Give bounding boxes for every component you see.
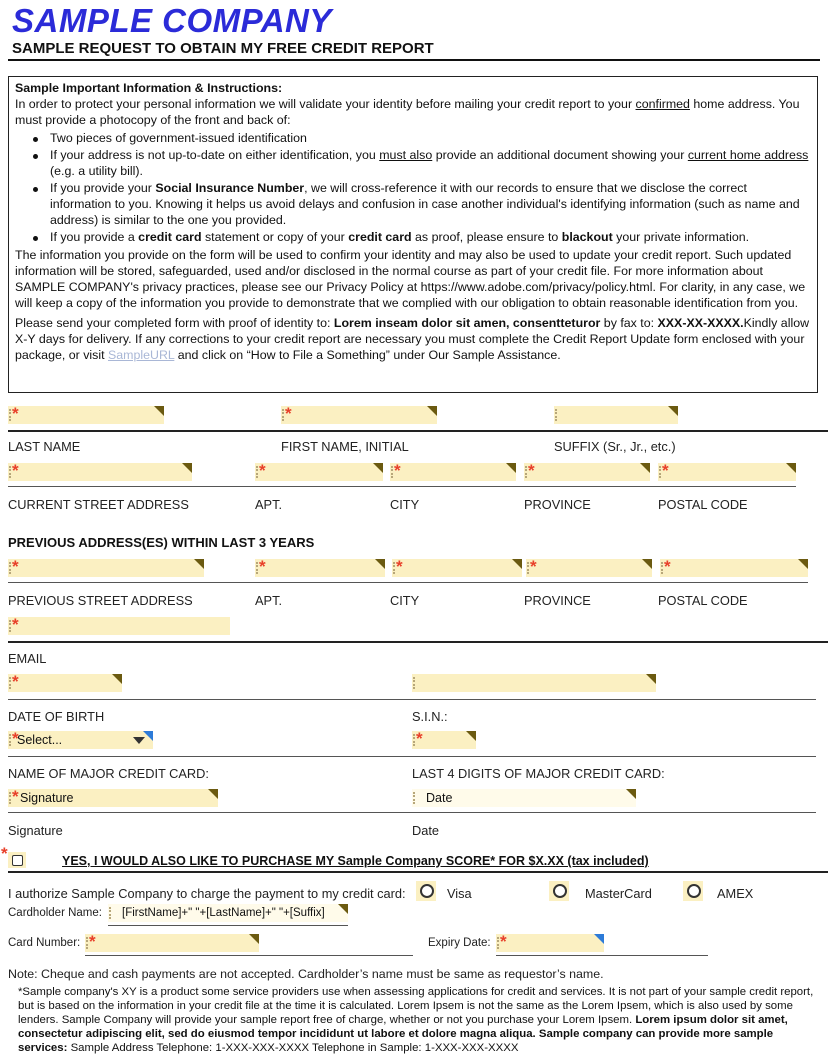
city-input[interactable]: * bbox=[390, 463, 516, 481]
instructions-list bbox=[29, 130, 811, 245]
form-title: SAMPLE REQUEST TO OBTAIN MY FREE CREDIT REPORT bbox=[12, 40, 434, 57]
row-divider bbox=[8, 756, 816, 757]
required-marker: * bbox=[1, 844, 8, 863]
sample-url-link[interactable]: SampleURL bbox=[107, 348, 175, 362]
payment-note: Note: Cheque and cash payments are not accepted. Cardholder’s name must be same as requestor’s name. bbox=[8, 967, 604, 981]
apt-label: APT. bbox=[255, 497, 283, 512]
row-divider bbox=[8, 812, 816, 813]
last-name-input[interactable]: * bbox=[8, 406, 164, 424]
previous-apt-input[interactable]: * bbox=[255, 559, 385, 577]
expiry-input[interactable]: * bbox=[496, 934, 604, 952]
privacy-paragraph: The information you provide on the form will be used to confirm your identity and may also be used to update your credit report. Such updated information will be stored, safeguarded, used and/or disclosed in the normal course as part of your credit file. For more information about SAMPLE COMPANY's privacy practices, please see our Privacy Policy at https://www.adobe.com/privacy/policy.html. For clarity, in any case, we will keep a copy of the information you provide to demonstrate that we complied with our obligation to obtain reasonable identification from you. bbox=[15, 248, 806, 310]
previous-postal-input[interactable]: * bbox=[660, 559, 808, 577]
list-item: Two pieces of government-issued identification bbox=[29, 130, 811, 146]
apt-input[interactable]: * bbox=[255, 463, 383, 481]
previous-city-label: CITY bbox=[390, 593, 420, 608]
field-underline bbox=[108, 925, 348, 926]
previous-city-input[interactable]: * bbox=[392, 559, 522, 577]
previous-apt-label: APT. bbox=[255, 593, 283, 608]
expiry-label: Expiry Date: bbox=[428, 937, 491, 949]
field-underline bbox=[85, 955, 413, 956]
dob-select[interactable]: * Select... bbox=[8, 731, 153, 749]
dob-secondary-input[interactable] bbox=[412, 674, 656, 692]
instructions-heading: Sample Important Information & Instructions: bbox=[15, 81, 283, 95]
first-name-label: FIRST NAME, INITIAL bbox=[281, 439, 409, 454]
previous-province-input[interactable]: * bbox=[526, 559, 652, 577]
visa-label: Visa bbox=[447, 886, 472, 901]
city-label: CITY bbox=[390, 497, 420, 512]
last4-label: LAST 4 DIGITS OF MAJOR CREDIT CARD: bbox=[412, 766, 665, 781]
date-input[interactable]: Date bbox=[412, 789, 636, 807]
company-name: SAMPLE COMPANY bbox=[12, 2, 332, 39]
submission-paragraph: Please send your completed form with proof of identity to: Lorem inseam dolor sit amen, consentteturor by fax to: XXX-XX-XXXX.Kindly allow X-Y days for delivery. If any corrections to your credit report are necessary you must complete the Credit Report Update form enclosed with your package, or visit SampleURL and click on “How to File a Something” under Our Sample Assistance. bbox=[15, 316, 810, 362]
previous-postal-label: POSTAL CODE bbox=[658, 593, 748, 608]
row-divider bbox=[8, 582, 808, 583]
previous-address-heading: PREVIOUS ADDRESS(ES) WITHIN LAST 3 YEARS bbox=[8, 535, 315, 550]
province-input[interactable]: * bbox=[524, 463, 650, 481]
email-input[interactable]: * bbox=[8, 617, 230, 635]
sin-label: S.I.N.: bbox=[412, 709, 448, 724]
previous-street-input[interactable]: * bbox=[8, 559, 204, 577]
row-divider bbox=[8, 486, 796, 487]
street-label: CURRENT STREET ADDRESS bbox=[8, 497, 189, 512]
section-divider bbox=[8, 871, 828, 873]
email-label: EMAIL bbox=[8, 651, 47, 666]
first-name-input[interactable]: * bbox=[281, 406, 437, 424]
street-address-input[interactable]: * bbox=[8, 463, 192, 481]
suffix-input[interactable] bbox=[554, 406, 678, 424]
list-item: If you provide a credit card statement or copy of your credit card as proof, please ensure to blackout your private information. bbox=[29, 229, 811, 245]
purchase-score-label: YES, I WOULD ALSO LIKE TO PURCHASE MY Sample Company SCORE* FOR $X.XX (tax included) bbox=[62, 854, 649, 868]
major-card-label: NAME OF MAJOR CREDIT CARD: bbox=[8, 766, 209, 781]
amex-radio[interactable] bbox=[683, 881, 703, 901]
signature-label: Signature bbox=[8, 823, 63, 838]
sin-input[interactable]: * bbox=[412, 731, 476, 749]
fine-print: *Sample company's XY is a product some service providers use when assessing applications for credit and services. It is not part of your sample credit report, but is based on the information in your credit file at the time it is calculated. Lorem Ipsem is not the same as the Lorem Ipsem, which is also used by some lenders. Sample Company will provide your sample report free of charge, whether or not you purchase your Lorem Ipsem. Lorem ipsum dolor sit amet, consectetur adipiscing elit, sed do eiusmod tempor incididunt ut labore et dolore magna aliqua. Sample company can provide more sample services: Sample Address Telephone: 1-XXX-XXX-XXXX Telephone in Sample: 1-XXX-XXX-XXXX bbox=[18, 986, 814, 1054]
amex-label: AMEX bbox=[717, 886, 754, 901]
title-divider bbox=[8, 59, 820, 61]
instructions-box bbox=[8, 76, 818, 393]
list-item: If you provide your Social Insurance Number, we will cross-reference it with our records to ensure that we disclose the correct information to you. Knowing it helps us avoid delays and confusion in case another individual's identifying information (such as name and address) is similar to the one you provided. bbox=[29, 180, 811, 228]
last-name-label: LAST NAME bbox=[8, 439, 81, 454]
mastercard-radio[interactable] bbox=[549, 881, 569, 901]
signature-input[interactable]: * Signature bbox=[8, 789, 218, 807]
previous-province-label: PROVINCE bbox=[524, 593, 591, 608]
postal-code-input[interactable]: * bbox=[658, 463, 796, 481]
field-underline bbox=[496, 955, 708, 956]
visa-radio[interactable] bbox=[416, 881, 436, 901]
authorize-label: I authorize Sample Company to charge the payment to my credit card: bbox=[8, 886, 406, 901]
suffix-label: SUFFIX (Sr., Jr., etc.) bbox=[554, 439, 676, 454]
province-label: PROVINCE bbox=[524, 497, 591, 512]
date-label: Date bbox=[412, 823, 440, 838]
list-item: If your address is not up-to-date on either identification, you must also provide an additional document showing your current home address (e.g. a utility bill). bbox=[29, 147, 811, 179]
row-divider bbox=[8, 430, 828, 432]
cardholder-name-input[interactable]: [FirstName]+" "+[LastName]+" "+[Suffix] bbox=[108, 904, 348, 922]
previous-street-label: PREVIOUS STREET ADDRESS bbox=[8, 593, 193, 608]
row-divider bbox=[8, 699, 816, 700]
purchase-score-checkbox[interactable] bbox=[8, 852, 26, 868]
postal-label: POSTAL CODE bbox=[658, 497, 748, 512]
row-divider bbox=[8, 641, 828, 643]
mastercard-label: MasterCard bbox=[585, 886, 652, 901]
cardholder-label: Cardholder Name: bbox=[8, 907, 102, 919]
card-number-input[interactable]: * bbox=[85, 934, 259, 952]
dob-input[interactable]: * bbox=[8, 674, 122, 692]
instructions-intro: In order to protect your personal information we will validate your identity before mailing your credit report to your confirmed home address. You must provide a photocopy of the front and back of: bbox=[15, 97, 800, 127]
card-number-label: Card Number: bbox=[8, 937, 81, 949]
dob-label: DATE OF BIRTH bbox=[8, 709, 105, 724]
